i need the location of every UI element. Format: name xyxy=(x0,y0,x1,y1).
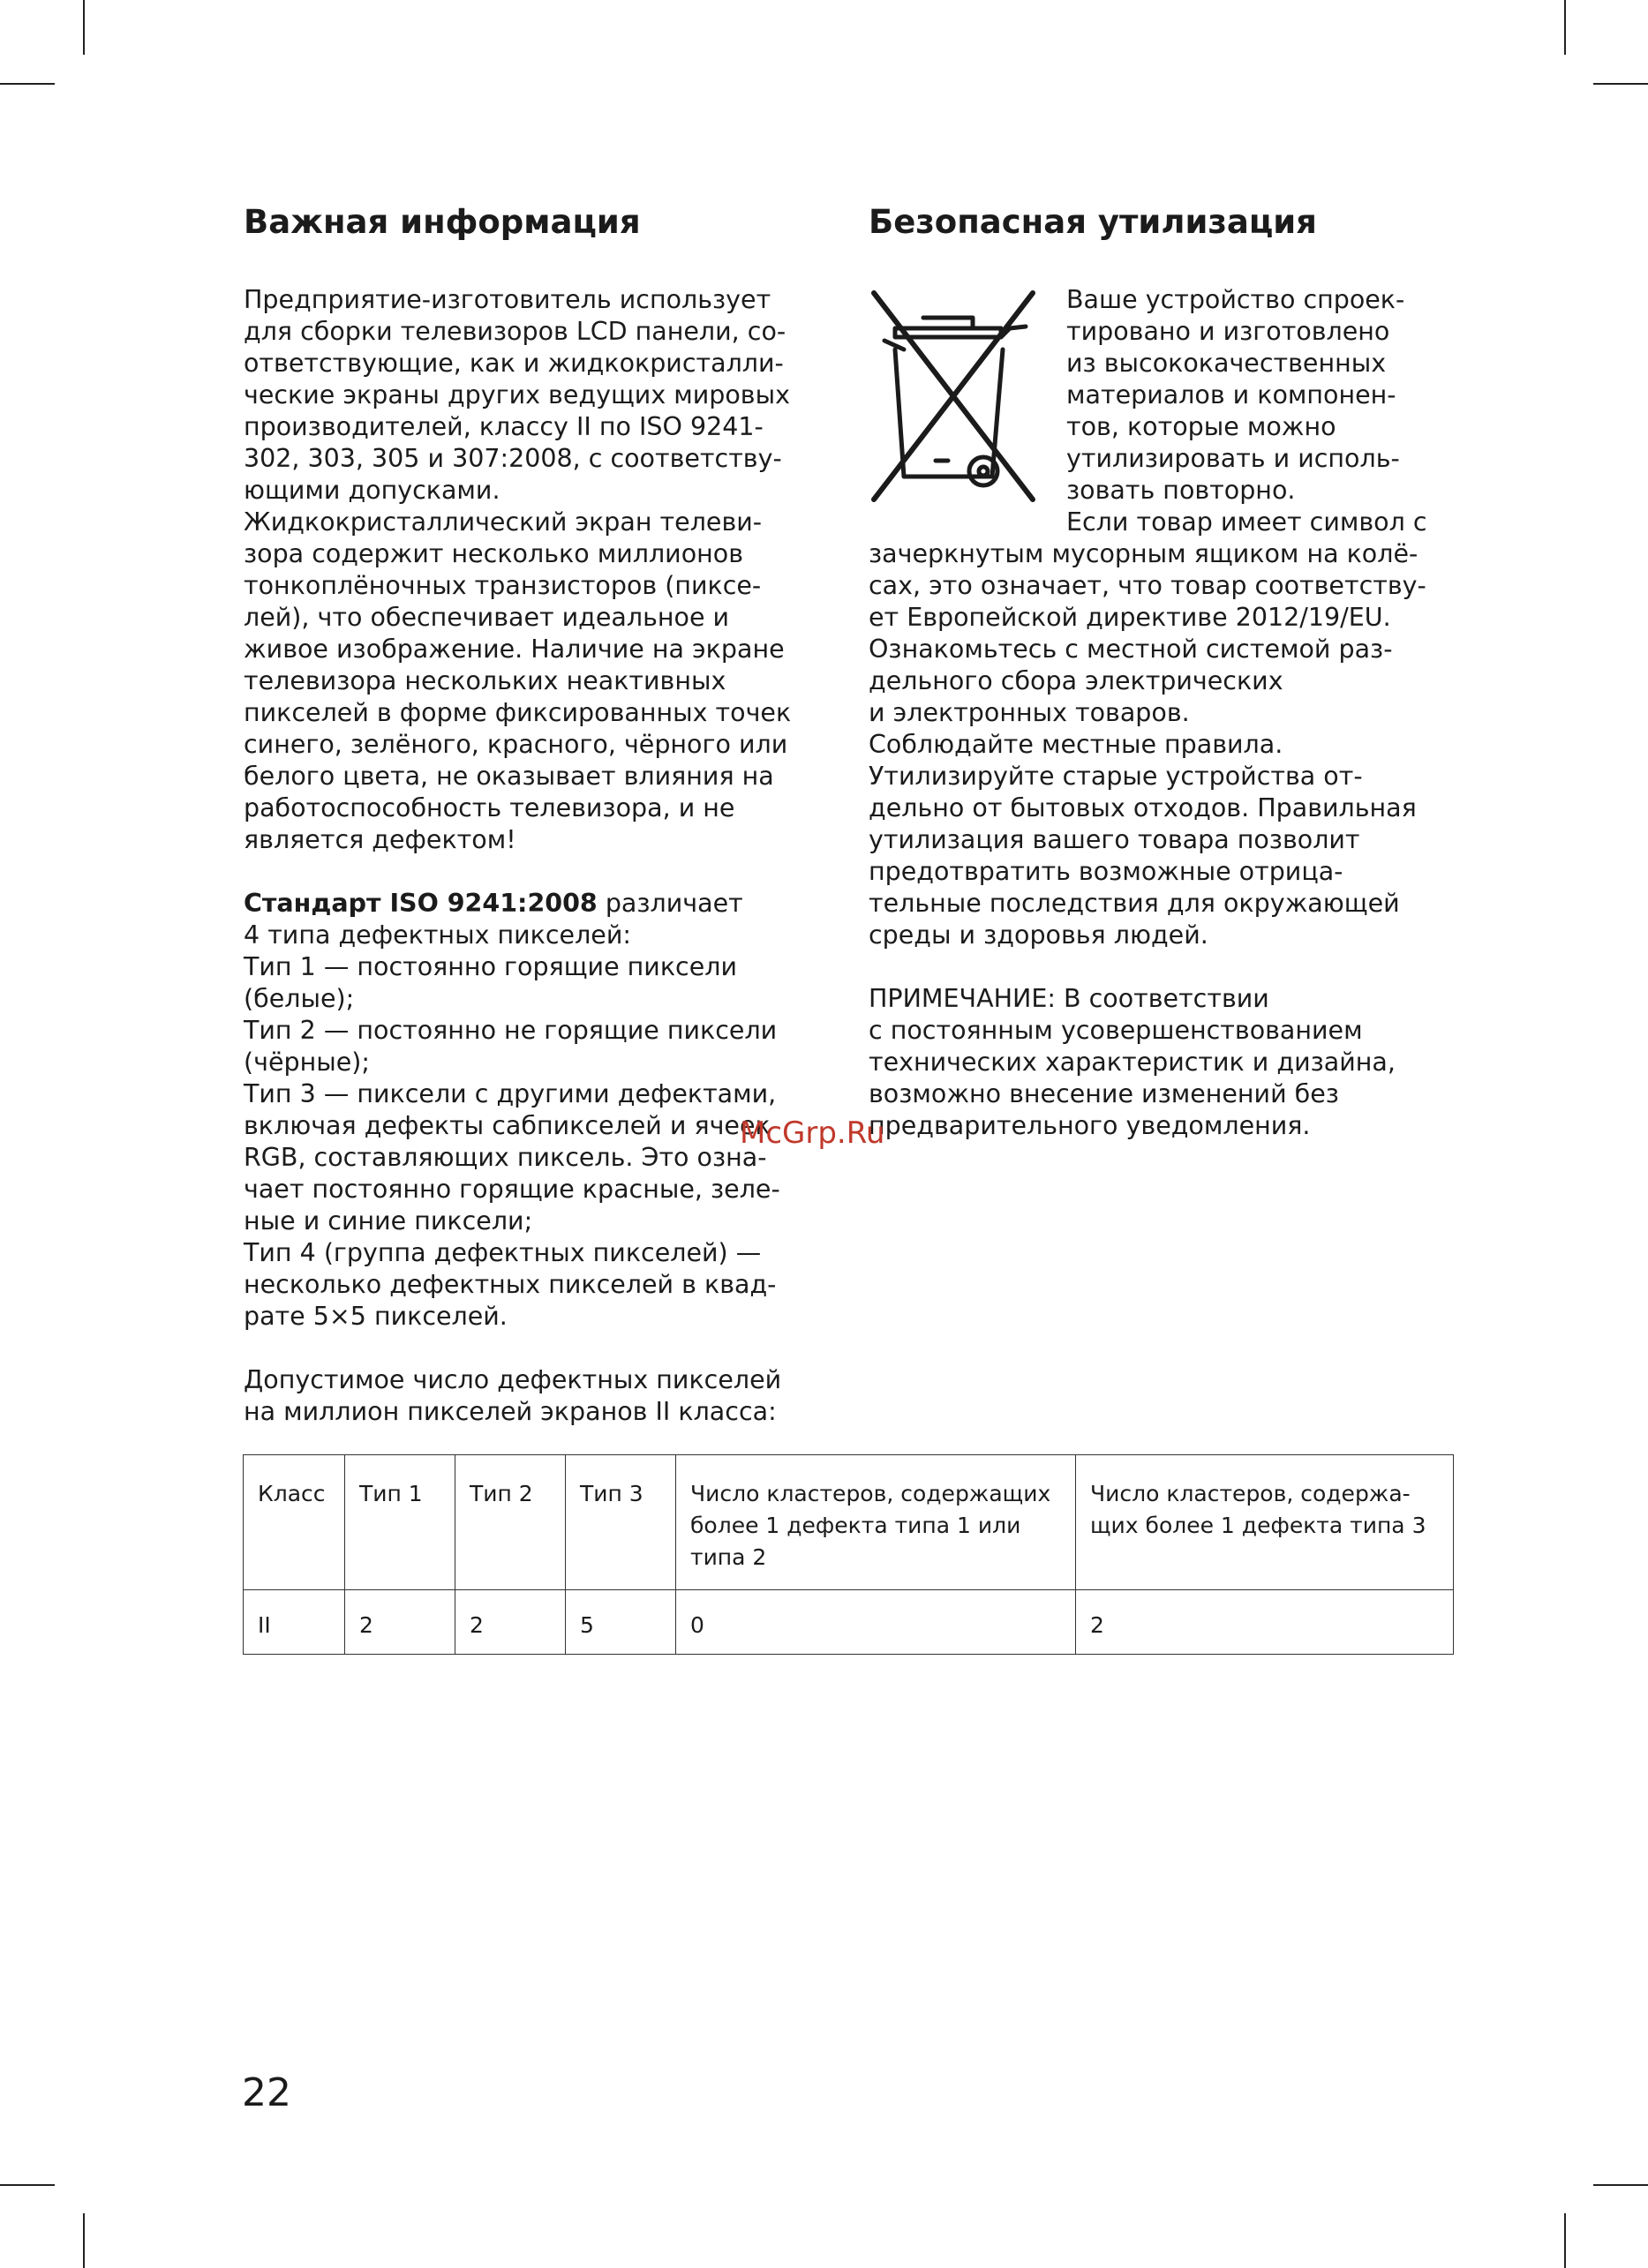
table-header-cell: Тип 3 xyxy=(566,1455,676,1590)
table-header-cell: Число кластеров, содержа- щих более 1 дефекта типа 3 xyxy=(1076,1455,1454,1590)
icon-block xyxy=(869,284,1469,538)
table-header-cell: Тип 1 xyxy=(345,1455,455,1590)
disposal-text: зачеркнутым мусорным ящиком на колё- сах, это означает, что товар соответству- ет Европейской директиве 2012/19/EU. Ознакомьтесь с местной системой раз- дельного сбора электрических и электронных товаров. Соблюдайте местные правила. Утилизируйте старые устройства от- дельно от бытовых отходов. Правильная утилизация вашего товара позволит предотвратить возможные отрица- тельные последствия для окружающей среды и здоровья людей. xyxy=(869,539,1426,950)
crop-mark xyxy=(0,83,55,85)
crop-mark xyxy=(1564,0,1566,55)
defect-pixels-table xyxy=(243,1454,1454,1655)
table-row xyxy=(244,1590,1454,1655)
table-header-cell: Число кластеров, содержащих более 1 дефекта типа 1 или типа 2 xyxy=(676,1455,1076,1590)
table-cell: II xyxy=(244,1590,345,1655)
table-cell: 2 xyxy=(1076,1590,1454,1655)
section-title: Важная информация xyxy=(244,203,641,241)
icon-side-text: Ваше устройство спроек- тировано и изготовлено из высококачественных материалов и компонен- тов, которые можно утилизировать и исполь- зовать повторно. Если товар имеет символ с xyxy=(1066,285,1427,537)
crop-mark xyxy=(1564,2213,1566,2268)
table-header-cell: Класс xyxy=(244,1455,345,1590)
crop-mark xyxy=(83,2213,85,2268)
table-cell: 2 xyxy=(455,1590,566,1655)
table-header-cell: Тип 2 xyxy=(455,1455,566,1590)
note-text: ПРИМЕЧАНИЕ: В соответствии с постоянным усовершенствованием технических характеристик и дизайна, возможно внесение изменений без предварительного уведомления. xyxy=(869,984,1396,1140)
page-number: 22 xyxy=(242,2070,291,2115)
important-info-section xyxy=(244,201,826,1428)
crop-mark xyxy=(1593,83,1648,85)
table-cell: 5 xyxy=(566,1590,676,1655)
standard-rest: различает 4 типа дефектных пикселей: Тип 1 — постоянно горящие пиксели (белые); Тип 2 — постоянно не горящие пиксели (чёрные); Тип 3 — пиксели с другими дефектами, включая дефекты сабпикселей и ячеек RGB, составляющих пиксель. Это озна- чает постоянно горящие красные, зеле- ные и синие пиксели; Тип 4 (группа дефектных пикселей) — несколько дефектных пикселей в квад- рате 5×5 пикселей. xyxy=(244,889,780,1331)
allowed-text: Допустимое число дефектных пикселей на миллион пикселей экранов II класса: xyxy=(244,1365,782,1426)
crop-mark xyxy=(1593,2184,1648,2186)
standard-text xyxy=(244,888,826,1333)
crossed-out-wheelie-bin-icon xyxy=(869,288,1054,507)
standard-bold: Стандарт ISO 9241:2008 xyxy=(244,889,598,918)
intro-text: Предприятие-изготовитель использует для сборки телевизоров LCD панели, со- ответствующие, как и жидкокристалли- ческие экраны других ведущих мировых производителей, классу II по ISO 9241- 302, 303, 305 и 307:2008, с соответству- ющими допусками. Жидкокристаллический экран телеви- зора содержит несколько миллионов тонкоплёночных транзисторов (пиксе- лей), что обеспечивает идеальное и живое изображение. Наличие на экране телевизора нескольких неактивных пикселей в форме фиксированных точек синего, зелёного, красного, чёрного или белого цвета, не оказывает влияния на работоспособность телевизора, и не является дефектом! xyxy=(244,285,792,854)
crop-mark xyxy=(83,0,85,55)
safe-disposal-section xyxy=(869,201,1469,1142)
crop-mark xyxy=(0,2184,55,2186)
table-cell: 2 xyxy=(345,1590,455,1655)
section-title: Безопасная утилизация xyxy=(869,203,1317,241)
watermark: McGrp.Ru xyxy=(740,1115,885,1151)
table-header-row xyxy=(244,1455,1454,1590)
table-cell: 0 xyxy=(676,1590,1076,1655)
